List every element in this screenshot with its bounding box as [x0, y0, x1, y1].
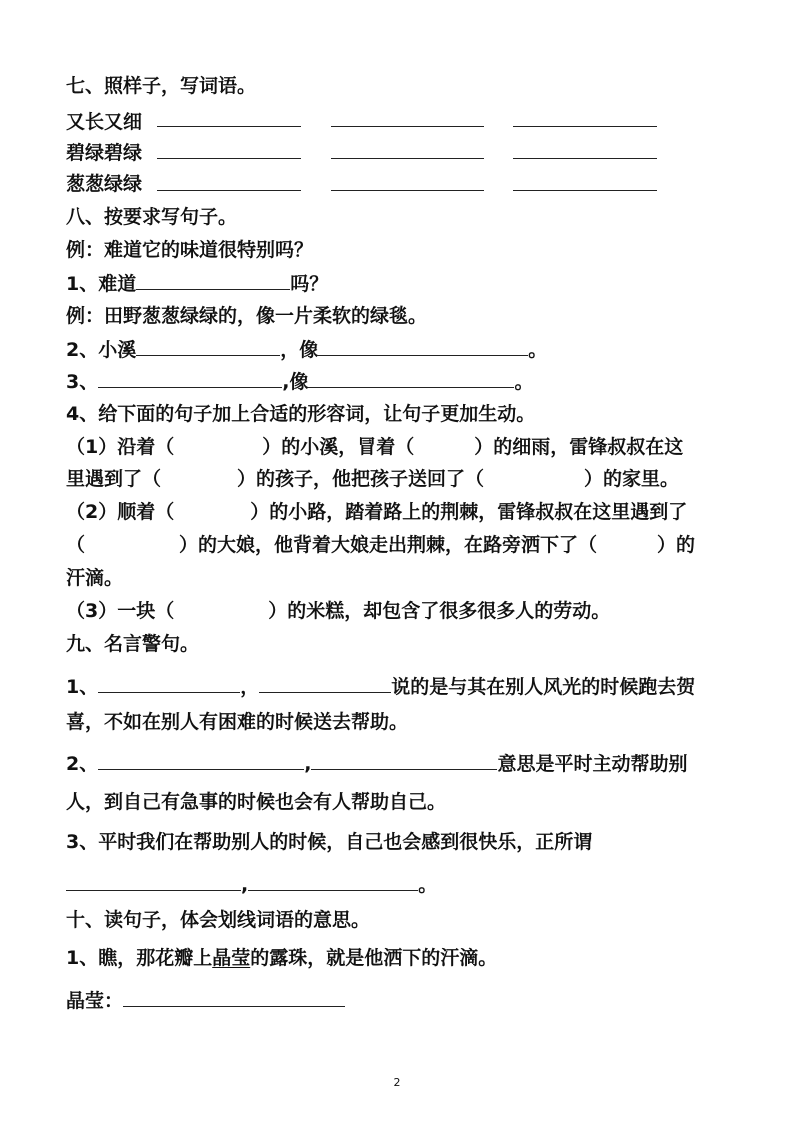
question-9-1-cont: 喜，不如在别人有困难的时候送去帮助。	[66, 711, 409, 733]
p3-a: （3）一块（	[66, 600, 175, 622]
q9-2-blank-1[interactable]	[98, 751, 304, 770]
q10-1-b: 的露珠，就是他洒下的汗滴。	[250, 947, 498, 969]
word-row-1-blank-1[interactable]	[157, 126, 301, 127]
word-row-1-blank-3[interactable]	[513, 126, 657, 127]
q9-2-prefix: 2、	[66, 753, 99, 775]
word-row-1-example: 又长又细	[66, 111, 143, 133]
p3-b: ）的米糕，却包含了很多很多人的劳动。	[268, 600, 611, 622]
question-9-3-blanks	[66, 872, 437, 897]
q8-2-blank-2[interactable]	[318, 337, 528, 356]
q9-1-blank-2[interactable]	[259, 674, 391, 693]
q8-1-blank[interactable]	[136, 271, 290, 290]
q8-2-end: 。	[528, 339, 548, 361]
answer-blank[interactable]	[123, 988, 345, 1007]
section-7-title: 七、照样子，写词语。	[66, 75, 257, 97]
p1-b: ）的小溪，冒着（	[262, 436, 415, 458]
q9-2-comma: ,	[304, 753, 312, 775]
q8-4-part-2-line-3: 汗滴。	[66, 567, 124, 589]
word-row-3-blank-2[interactable]	[331, 190, 484, 191]
word-row-2-blank-3[interactable]	[513, 158, 657, 159]
p1-d: 里遇到了（	[66, 468, 162, 490]
q9-1-blank-1[interactable]	[98, 674, 240, 693]
q10-1-a: 1、瞧，那花瓣上	[66, 947, 213, 969]
p1-f: ）的家里。	[584, 468, 680, 490]
q8-2-prefix: 2、小溪	[66, 339, 137, 361]
section-8-title: 八、按要求写句子。	[66, 206, 238, 228]
q8-3-blank-1[interactable]	[98, 369, 282, 388]
word-row-3-blank-1[interactable]	[157, 190, 301, 191]
p2-e: ）的	[657, 534, 696, 556]
q9-1-text: 说的是与其在别人风光的时候跑去贺	[391, 676, 696, 698]
question-8-2	[66, 337, 547, 362]
q8-3-end: 。	[514, 371, 534, 393]
question-8-4: 4、给下面的句子加上合适的形容词，让句子更加生动。	[66, 403, 536, 425]
q8-4-part-2-line-1	[66, 500, 687, 524]
example-1: 例：难道它的味道很特别吗？	[66, 239, 314, 261]
q8-3-blank-2[interactable]	[308, 369, 514, 388]
section-10-title: 十、读句子，体会划线词语的意思。	[66, 909, 371, 931]
word-row-1-blank-2[interactable]	[331, 126, 484, 127]
question-9-2	[66, 751, 687, 776]
q9-3-comma: ,	[241, 874, 249, 896]
q9-1-prefix: 1、	[66, 676, 99, 698]
answer-label: 晶莹：	[66, 990, 124, 1012]
q8-3-mid: ,像	[282, 371, 309, 393]
word-row-2-example: 碧绿碧绿	[66, 142, 143, 164]
page-number: 2	[393, 1076, 401, 1089]
answer-10-1	[66, 988, 345, 1013]
q9-2-text: 意思是平时主动帮助别	[497, 753, 688, 775]
q9-1-comma: ，	[240, 676, 260, 698]
q9-3-blank-2[interactable]	[248, 872, 418, 891]
q8-3-prefix: 3、	[66, 371, 99, 393]
p1-e: ）的孩子，他把孩子送回了（	[237, 468, 485, 490]
q8-4-part-2-line-2	[66, 533, 695, 557]
p2-a: （2）顺着（	[66, 501, 175, 523]
q8-1-suffix: 吗？	[290, 273, 329, 295]
q8-2-mid: ，像	[280, 339, 319, 361]
q8-4-part-3	[66, 599, 610, 623]
question-9-1	[66, 674, 695, 699]
question-8-1	[66, 271, 328, 296]
question-9-2-cont: 人，到自己有急事的时候也会有人帮助自己。	[66, 791, 447, 813]
question-8-3	[66, 369, 533, 394]
word-row-3-example: 葱葱绿绿	[66, 173, 143, 195]
section-9-title: 九、名言警句。	[66, 633, 200, 655]
q9-3-blank-1[interactable]	[66, 872, 241, 891]
word-row-2-blank-1[interactable]	[157, 158, 301, 159]
q8-1-prefix: 1、难道	[66, 273, 137, 295]
p2-c: （	[66, 534, 86, 556]
q8-4-part-1-line-2	[66, 467, 679, 491]
p2-b: ）的小路，踏着路上的荆棘，雷锋叔叔在这里遇到了	[250, 501, 688, 523]
p2-d: ）的大娘，他背着大娘走出荆棘，在路旁洒下了（	[179, 534, 598, 556]
word-row-2-blank-2[interactable]	[331, 158, 484, 159]
q9-3-end: 。	[418, 874, 438, 896]
q8-4-part-1-line-1	[66, 435, 683, 459]
question-10-1	[66, 946, 497, 970]
word-row-3-blank-3[interactable]	[513, 190, 657, 191]
q8-2-blank-1[interactable]	[136, 337, 280, 356]
p1-a: （1）沿着（	[66, 436, 175, 458]
example-2: 例：田野葱葱绿绿的，像一片柔软的绿毯。	[66, 305, 428, 327]
q9-2-blank-2[interactable]	[311, 751, 497, 770]
underlined-word: 晶莹	[212, 947, 251, 969]
question-9-3: 3、平时我们在帮助别人的时候，自己也会感到很快乐，正所谓	[66, 831, 593, 853]
p1-c: ）的细雨，雷锋叔叔在这	[474, 436, 684, 458]
